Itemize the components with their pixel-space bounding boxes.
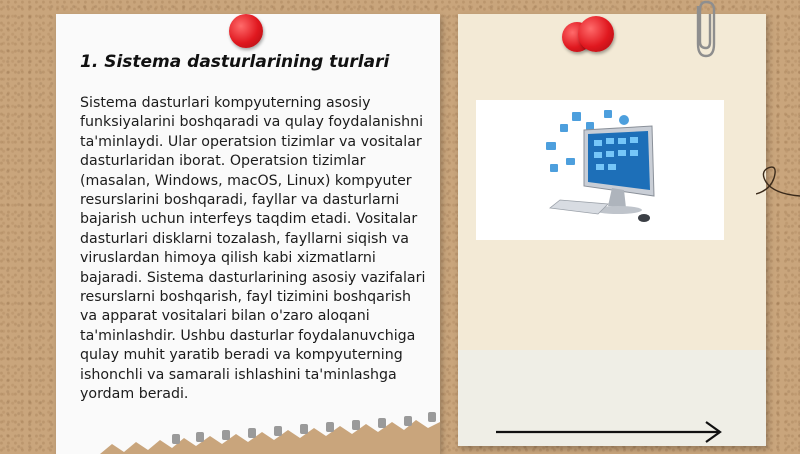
body-text: Sistema dasturlari kompyuterning asosiy funksiyalarini boshqaradi va qulay foydalanishni ta'minlaydi. Ular operatsion tizimlar va vositalar dasturlaridan iborat. Operatsion tizimlar (masalan, Windows, macOS, Linux) kompyuter resurslarini boshqaradi, fayllar va dasturlarni bajarish uchun interfeys taqdim etadi. Vositalar dasturlari disklarni tozalash, fayllarni siqish va viruslardan himoya qilish kabi xizmatlarni bajaradi. Sistema dasturlarining asosiy vazifalari resurslarni boshqarish, fayl tizimini boshqarish va apparat vositalari bilan o'zaro aloqani ta'minlashdir. Ushbu dasturlar foydalanuvchiga qulay muhit yaratib beradi va kompyuterning ishonchli va samarali ishlashini ta'minlashga yordam beradi.	[80, 95, 426, 403]
arrow-right-icon	[494, 420, 726, 444]
red-pushpin-right	[578, 16, 614, 52]
torn-paper-edge	[56, 410, 440, 454]
computer-illustration	[476, 100, 724, 240]
string-decoration	[756, 150, 800, 210]
computer-monitor-icon	[476, 100, 724, 240]
red-pushpin-left	[229, 14, 263, 48]
paperclip-icon	[686, 0, 720, 64]
page-title: 1. Sistema dasturlarining turlari	[80, 52, 390, 72]
